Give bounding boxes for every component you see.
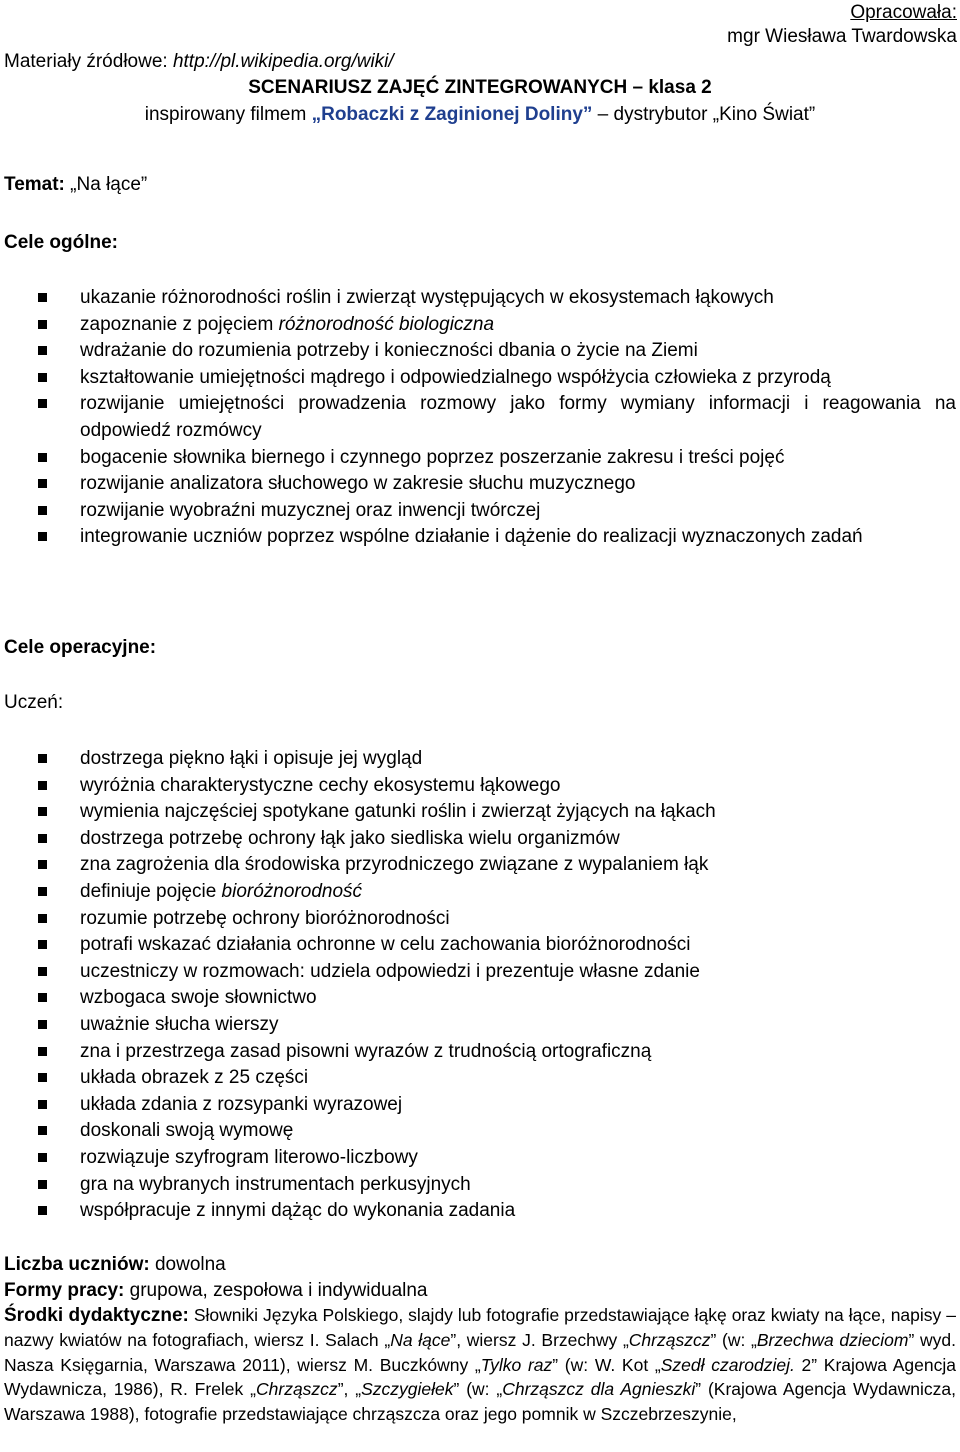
list-item: układa obrazek z 25 części — [0, 1065, 956, 1092]
operational-goals-heading: Cele operacyjne: — [4, 637, 157, 658]
subtitle-post: – dystrybutor „Kino Świat” — [592, 104, 816, 125]
list-item: rozwijanie analizatora słuchowego w zakresie słuchu muzycznego — [0, 471, 956, 498]
list-item: potrafi wskazać działania ochronne w celu zachowania bioróżnorodności — [0, 932, 956, 959]
author-name: mgr Wiesława Twardowska — [727, 26, 957, 47]
list-item: uważnie słucha wierszy — [0, 1012, 956, 1039]
general-goals-heading: Cele ogólne: — [4, 232, 119, 253]
general-goals-list — [0, 285, 956, 551]
list-item: zna zagrożenia dla środowiska przyrodniczego związane z wypalaniem łąk — [0, 852, 956, 879]
students-count-label: Liczba uczniów: — [4, 1254, 150, 1275]
topic-line — [4, 172, 147, 199]
sources-link[interactable]: http://pl.wikipedia.org/wiki/ — [172, 51, 394, 72]
operational-goals-list — [0, 746, 956, 1225]
list-item: rozwijanie umiejętności prowadzenia rozmowy jako formy wymiany informacji i reagowania na odpowiedź rozmówcy — [0, 391, 956, 444]
list-item: uczestniczy w rozmowach: udziela odpowiedzi i prezentuje własne zdanie — [0, 959, 956, 986]
subtitle-pre: inspirowany filmem — [144, 104, 312, 125]
list-item: dostrzega potrzebę ochrony łąk jako siedliska wielu organizmów — [0, 826, 956, 853]
sources-label: Materiały źródłowe: — [4, 51, 173, 72]
list-item: wymienia najczęściej spotykane gatunki roślin i zwierząt żyjących na łąkach — [0, 799, 956, 826]
list-item: współpracuje z innymi dążąc do wykonania zadania — [0, 1198, 956, 1225]
list-item: wyróżnia charakterystyczne cechy ekosystemu łąkowego — [0, 773, 956, 800]
list-item: wzbogaca swoje słownictwo — [0, 985, 956, 1012]
list-item: wdrażanie do rozumienia potrzeby i konieczności dbania o życie na Ziemi — [0, 338, 956, 365]
document-title: SCENARIUSZ ZAJĘĆ ZINTEGROWANYCH – klasa 2 — [248, 77, 712, 98]
list-item: kształtowanie umiejętności mądrego i odpowiedzialnego współżycia człowieka z przyrodą — [0, 365, 956, 392]
list-item: zapoznanie z pojęciem różnorodność biologiczna — [0, 312, 956, 339]
work-forms-value: grupowa, zespołowa i indywidualna — [124, 1280, 428, 1301]
teaching-aids-label: Środki dydaktyczne: — [4, 1305, 189, 1326]
list-item: doskonali swoją wymowę — [0, 1118, 956, 1145]
list-item: rozwiązuje szyfrogram literowo-liczbowy — [0, 1145, 956, 1172]
list-item: integrowanie uczniów poprzez wspólne działanie i dążenie do realizacji wyznaczonych zadań — [0, 524, 956, 551]
list-item: definiuje pojęcie bioróżnorodność — [0, 879, 956, 906]
list-item: ukazanie różnorodności roślin i zwierząt występujących w ekosystemach łąkowych — [0, 285, 956, 312]
sources-line — [4, 49, 394, 76]
list-item: dostrzega piękno łąki i opisuje jej wygląd — [0, 746, 956, 773]
film-title: „Robaczki z Zaginionej Doliny” — [311, 104, 593, 125]
list-item: bogacenie słownika biernego i czynnego poprzez poszerzanie zakresu i treści pojęć — [0, 445, 956, 472]
teaching-aids-paragraph: Środki dydaktyczne: Słowniki Języka Polskiego, slajdy lub fotografie przedstawiające łąkę oraz kwiaty na łące, napisy – nazwy kwiatów na fotografiach, wiersz I. Salach „Na łące”, wiersz J. Brzechwy „Chrząszcz” (w: „Brzechwa dzieciom” wyd. Nasza Księgarnia, Warszawa 2011), wiersz M. Buczkówny „Tylko raz” (w: W. Kot „Szedł czarodziej. 2” Krajowa Agencja Wydawnicza, 1986), R. Frelek „Chrząszcz”, „Szczygiełek” (w: „Chrząszcz dla Agnieszki” (Krajowa Agencja Wydawnicza, Warszawa 1988), fotografie przedstawiające chrząszcza oraz jego pomnik w Szczebrzeszynie, — [4, 1305, 957, 1424]
list-item: zna i przestrzega zasad pisowni wyrazów z trudnością ortograficzną — [0, 1039, 956, 1066]
topic-label: Temat: — [4, 174, 65, 195]
students-count-value: dowolna — [149, 1254, 226, 1275]
list-item: rozwijanie wyobraźni muzycznej oraz inwencji twórczej — [0, 498, 956, 525]
list-item: gra na wybranych instrumentach perkusyjnych — [0, 1172, 956, 1199]
work-forms-label: Formy pracy: — [4, 1280, 125, 1301]
document-subtitle — [0, 102, 960, 129]
author-label: Opracowała: — [850, 2, 957, 23]
student-label: Uczeń: — [4, 692, 64, 713]
list-item: rozumie potrzebę ochrony bioróżnorodności — [0, 906, 956, 933]
topic-value: „Na łące” — [64, 174, 148, 195]
work-forms-line — [4, 1278, 956, 1305]
students-count-line — [4, 1252, 956, 1279]
list-item: układa zdania z rozsypanki wyrazowej — [0, 1092, 956, 1119]
